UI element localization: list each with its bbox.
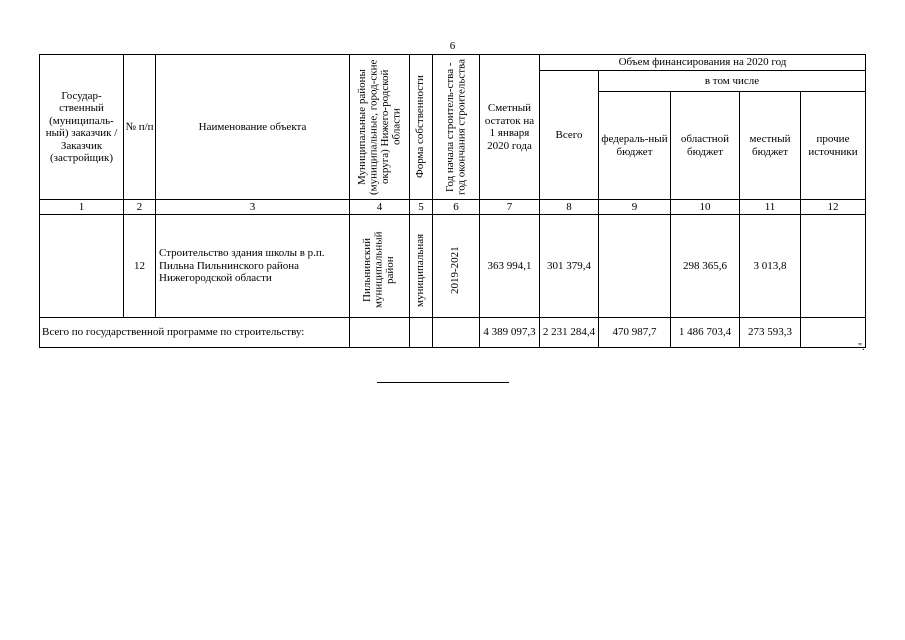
column-number: 3 — [156, 200, 350, 215]
totals-empty-districts — [350, 318, 410, 348]
totals-federal: 470 987,7 — [599, 318, 671, 348]
table-row — [40, 215, 866, 318]
row-other — [801, 215, 866, 318]
column-number: 10 — [671, 200, 740, 215]
closing-quote-mark: ". — [858, 342, 865, 353]
column-number-row — [40, 200, 866, 215]
header-estimate: Сметный остаток на 1 января 2020 года — [480, 55, 540, 200]
totals-total: 2 231 284,4 — [540, 318, 599, 348]
totals-local: 273 593,3 — [740, 318, 801, 348]
column-number: 9 — [599, 200, 671, 215]
header-total: Всего — [540, 71, 599, 200]
column-number: 6 — [433, 200, 480, 215]
horizontal-rule — [377, 382, 509, 383]
totals-row — [40, 318, 866, 348]
row-district — [350, 215, 410, 318]
column-number: 11 — [740, 200, 801, 215]
row-local: 3 013,8 — [740, 215, 801, 318]
row-number: 12 — [124, 215, 156, 318]
header-row-1 — [40, 55, 866, 71]
row-regional: 298 365,6 — [671, 215, 740, 318]
totals-label: Всего по государственной программе по строительству: — [40, 318, 350, 348]
page-number: 6 — [449, 40, 456, 52]
header-federal: федераль-ный бюджет — [599, 92, 671, 200]
header-ownership — [410, 55, 433, 200]
totals-estimate: 4 389 097,3 — [480, 318, 540, 348]
row-estimate: 363 994,1 — [480, 215, 540, 318]
totals-empty-years — [433, 318, 480, 348]
column-number: 12 — [801, 200, 866, 215]
column-number: 8 — [540, 200, 599, 215]
financing-table — [39, 54, 866, 348]
header-districts-text: Муниципальные районы (муниципальные, город-ские округа) Нижего-родской области — [355, 59, 402, 195]
header-other: прочие источники — [801, 92, 866, 200]
header-funding: Объем финансирования на 2020 год — [540, 55, 866, 71]
column-number: 1 — [40, 200, 124, 215]
row-years-text: 2019-2021 — [449, 246, 462, 294]
header-customer: Государ-ственный (муниципаль-ный) заказчик / Заказчик (застройщик) — [40, 55, 124, 200]
header-regional: областной бюджет — [671, 92, 740, 200]
header-years — [433, 55, 480, 200]
header-object-name: Наименование объекта — [156, 55, 350, 200]
column-number: 4 — [350, 200, 410, 215]
row-object-name: Строительство здания школы в р.п. Пильна Пильнинского района Нижегородской области — [156, 215, 350, 318]
row-district-text: Пильнинский муниципальный район — [361, 231, 397, 309]
column-number: 2 — [124, 200, 156, 215]
totals-other — [801, 318, 866, 348]
header-local: местный бюджет — [740, 92, 801, 200]
header-number: № п/п — [124, 55, 156, 200]
header-ownership-text: Форма собственности — [414, 75, 427, 179]
row-customer — [40, 215, 124, 318]
row-years — [433, 215, 480, 318]
totals-regional: 1 486 703,4 — [671, 318, 740, 348]
column-number: 5 — [410, 200, 433, 215]
row-federal — [599, 215, 671, 318]
header-including: в том числе — [599, 71, 866, 92]
header-years-text: Год начала строитель-ства - год окончания строительства — [443, 59, 467, 195]
row-ownership-text: муниципальная — [414, 233, 427, 307]
row-total: 301 379,4 — [540, 215, 599, 318]
header-districts — [350, 55, 410, 200]
column-number: 7 — [480, 200, 540, 215]
totals-empty-ownership — [410, 318, 433, 348]
row-ownership — [410, 215, 433, 318]
